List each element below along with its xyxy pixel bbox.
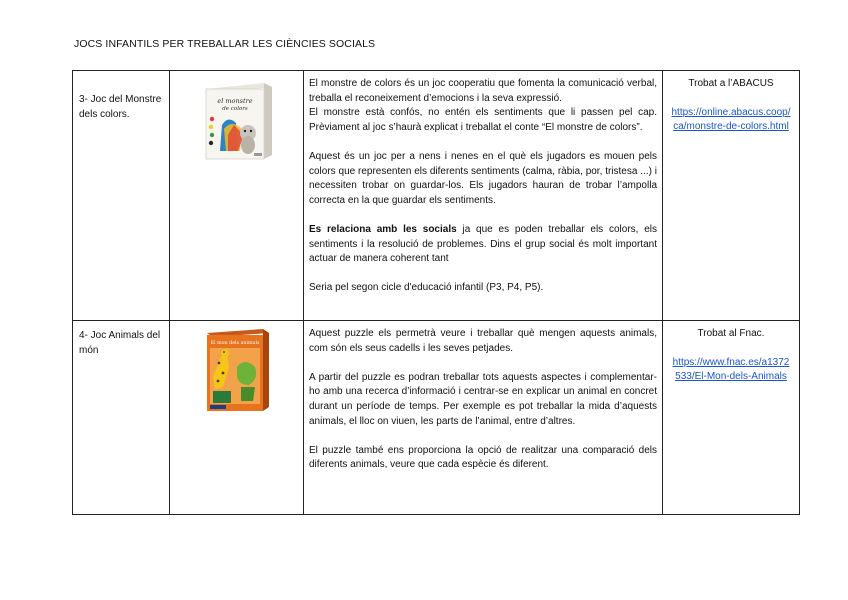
table-row <box>73 71 800 321</box>
box-title-line1: el monstre <box>216 97 253 105</box>
source-link[interactable]: https://online.abacus.coop/ca/monstre-de-colors.html <box>671 106 791 133</box>
source-link[interactable]: https://www.fnac.es/a1372533/El-Mon-dels-Animals <box>672 356 790 383</box>
description-cell <box>304 321 663 515</box>
description-paragraph: Aquest puzzle els permetrà veure i treballar què mengen aquests animals, com són els seus cadells i les seves petjades. <box>309 328 657 354</box>
description-paragraph: Seria pel segon cicle d'educació infantil (P3, P4, P5). <box>309 282 544 294</box>
page-title: JOCS INFANTILS PER TREBALLAR LES CIÈNCIES SOCIALS <box>74 38 376 50</box>
game-image-cell <box>170 71 304 321</box>
source-label: Trobat al Fnac. <box>697 328 765 339</box>
board-game-box-icon <box>198 79 276 163</box>
game-name-cell <box>73 321 170 515</box>
games-table <box>72 70 800 515</box>
description-paragraph: El monstre de colors és un joc cooperatiu que fomenta la comunicació verbal, treballa el reconeixement d’emocions i la seva expressió. <box>309 78 657 104</box>
relation-label: Es relaciona amb les socials <box>309 223 457 235</box>
game-name: 4- Joc Animals del món <box>79 330 161 356</box>
source-cell <box>663 71 800 321</box>
game-name: 3- Joc del Monstre dels colors. <box>79 94 162 120</box>
source-cell <box>663 321 800 515</box>
box-title: El mon dels animals <box>210 341 259 346</box>
description-paragraph <box>309 223 657 267</box>
description-cell <box>304 71 663 321</box>
game-name-cell <box>73 71 170 321</box>
game-image-cell <box>170 321 304 515</box>
description-paragraph: El monstre està confós, no entén els sentiments que li passen pel cap. Prèviament al joc s’haurà explicat i treballat el conte “El monstre de colors”. <box>309 107 657 133</box>
source-label: Trobat a l’ABACUS <box>688 78 774 89</box>
description-paragraph: A partir del puzzle es podran treballar tots aquests aspectes i complementar-ho amb una recerca d’informació i centrar-se en explicar un animal en concret durant un període de temps. Per exemple es pot treballar la mida d’aquests animals, el lloc on viuen, les parts de l’animal, entre d’altres. <box>309 371 657 427</box>
table-row <box>73 321 800 515</box>
description-paragraph: El puzzle també ens proporciona la opció de realitzar una comparació dels diferents animals, veure que cada espècie és diferent. <box>309 444 657 471</box>
puzzle-box-icon <box>201 327 273 415</box>
box-title-line2: de colors <box>221 106 248 112</box>
relation-text: ja que es poden treballar els colors, els sentiments i la resolució de problemes. Dins el grup social és molt important actuar de manera coherent tant <box>309 223 657 265</box>
description-paragraph: Aquest és un joc per a nens i nenes en el què els jugadors es mouen pels colors que representen els diferents sentiments (calma, ràbia, por, tristesa ...) i necessiten trobar on guardar-los. Els jugadors hauran de trobar l’ampolla correcta en la que guardar els sentiments. <box>309 150 657 206</box>
